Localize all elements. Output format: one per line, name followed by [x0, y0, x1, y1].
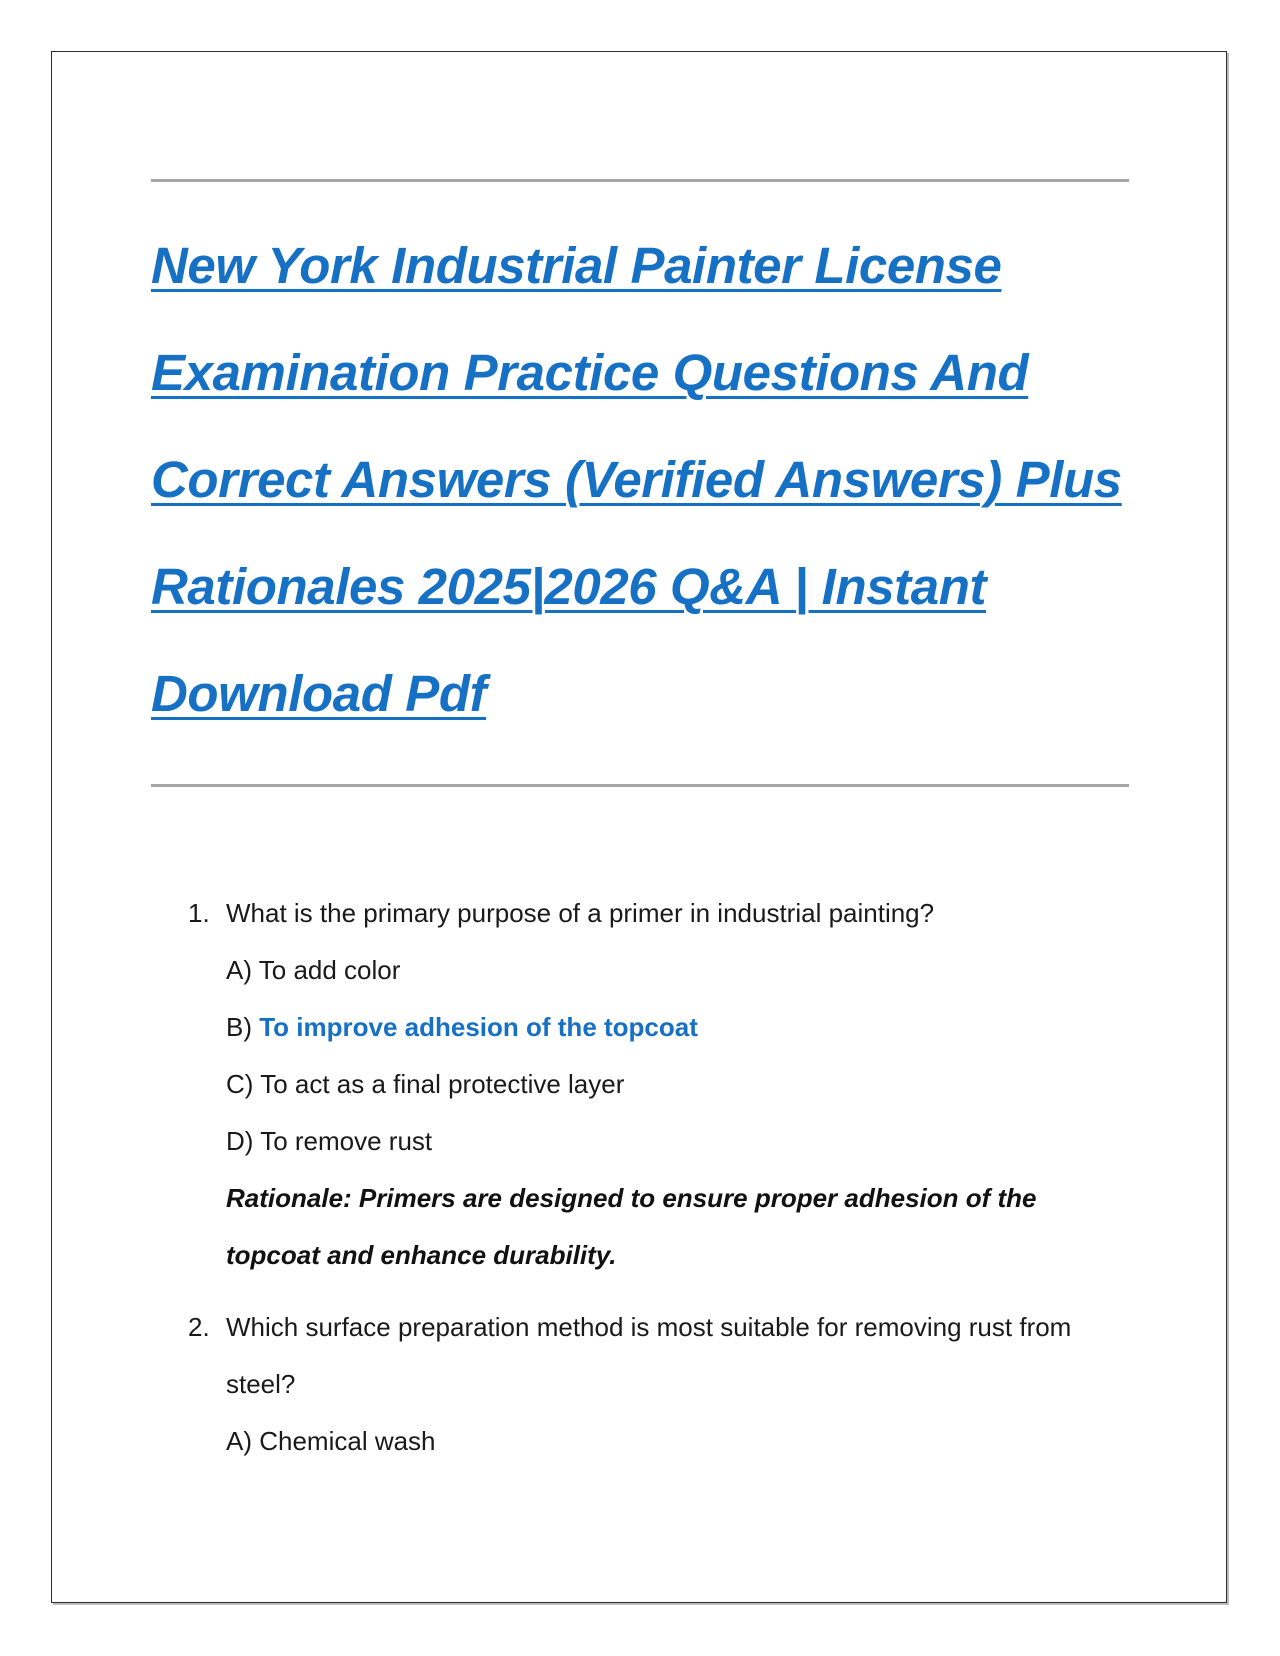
question-item: [188, 885, 1128, 1284]
option-letter: A): [226, 1426, 252, 1456]
option-text: To add color: [258, 955, 401, 985]
option-d: [226, 1113, 1128, 1170]
option-b: [226, 999, 1128, 1056]
title-line: Download Pdf: [151, 665, 487, 722]
title-line: Rationales 2025|2026 Q&A | Instant: [151, 558, 987, 615]
document-title[interactable]: [151, 212, 1141, 747]
question-text: Which surface preparation method is most suitable for removing rust from steel?: [226, 1312, 1072, 1399]
option-letter: D): [226, 1126, 254, 1156]
question-text: What is the primary purpose of a primer in industrial painting?: [226, 898, 935, 928]
option-a: [226, 1413, 1128, 1470]
option-letter: C): [226, 1069, 254, 1099]
option-text: To act as a final protective layer: [260, 1069, 625, 1099]
title-line: New York Industrial Painter License: [151, 237, 1002, 294]
title-line: Correct Answers (Verified Answers) Plus: [151, 451, 1122, 508]
bottom-divider: [151, 784, 1129, 787]
option-text: Chemical wash: [259, 1426, 436, 1456]
question-item: [188, 1299, 1128, 1470]
top-divider: [151, 179, 1129, 182]
question-number: 2.: [188, 1312, 210, 1342]
correct-answer-text: To improve adhesion of the topcoat: [259, 1012, 698, 1042]
option-c: [226, 1056, 1128, 1113]
option-a: [226, 942, 1128, 999]
question-number: 1.: [188, 898, 210, 928]
option-letter: B): [226, 1012, 252, 1042]
option-letter: A): [226, 955, 252, 985]
option-text: To remove rust: [260, 1126, 433, 1156]
rationale-text: Rationale: Primers are designed to ensure proper adhesion of the topcoat and enhance durability.: [226, 1183, 1037, 1270]
title-line: Examination Practice Questions And: [151, 344, 1029, 401]
